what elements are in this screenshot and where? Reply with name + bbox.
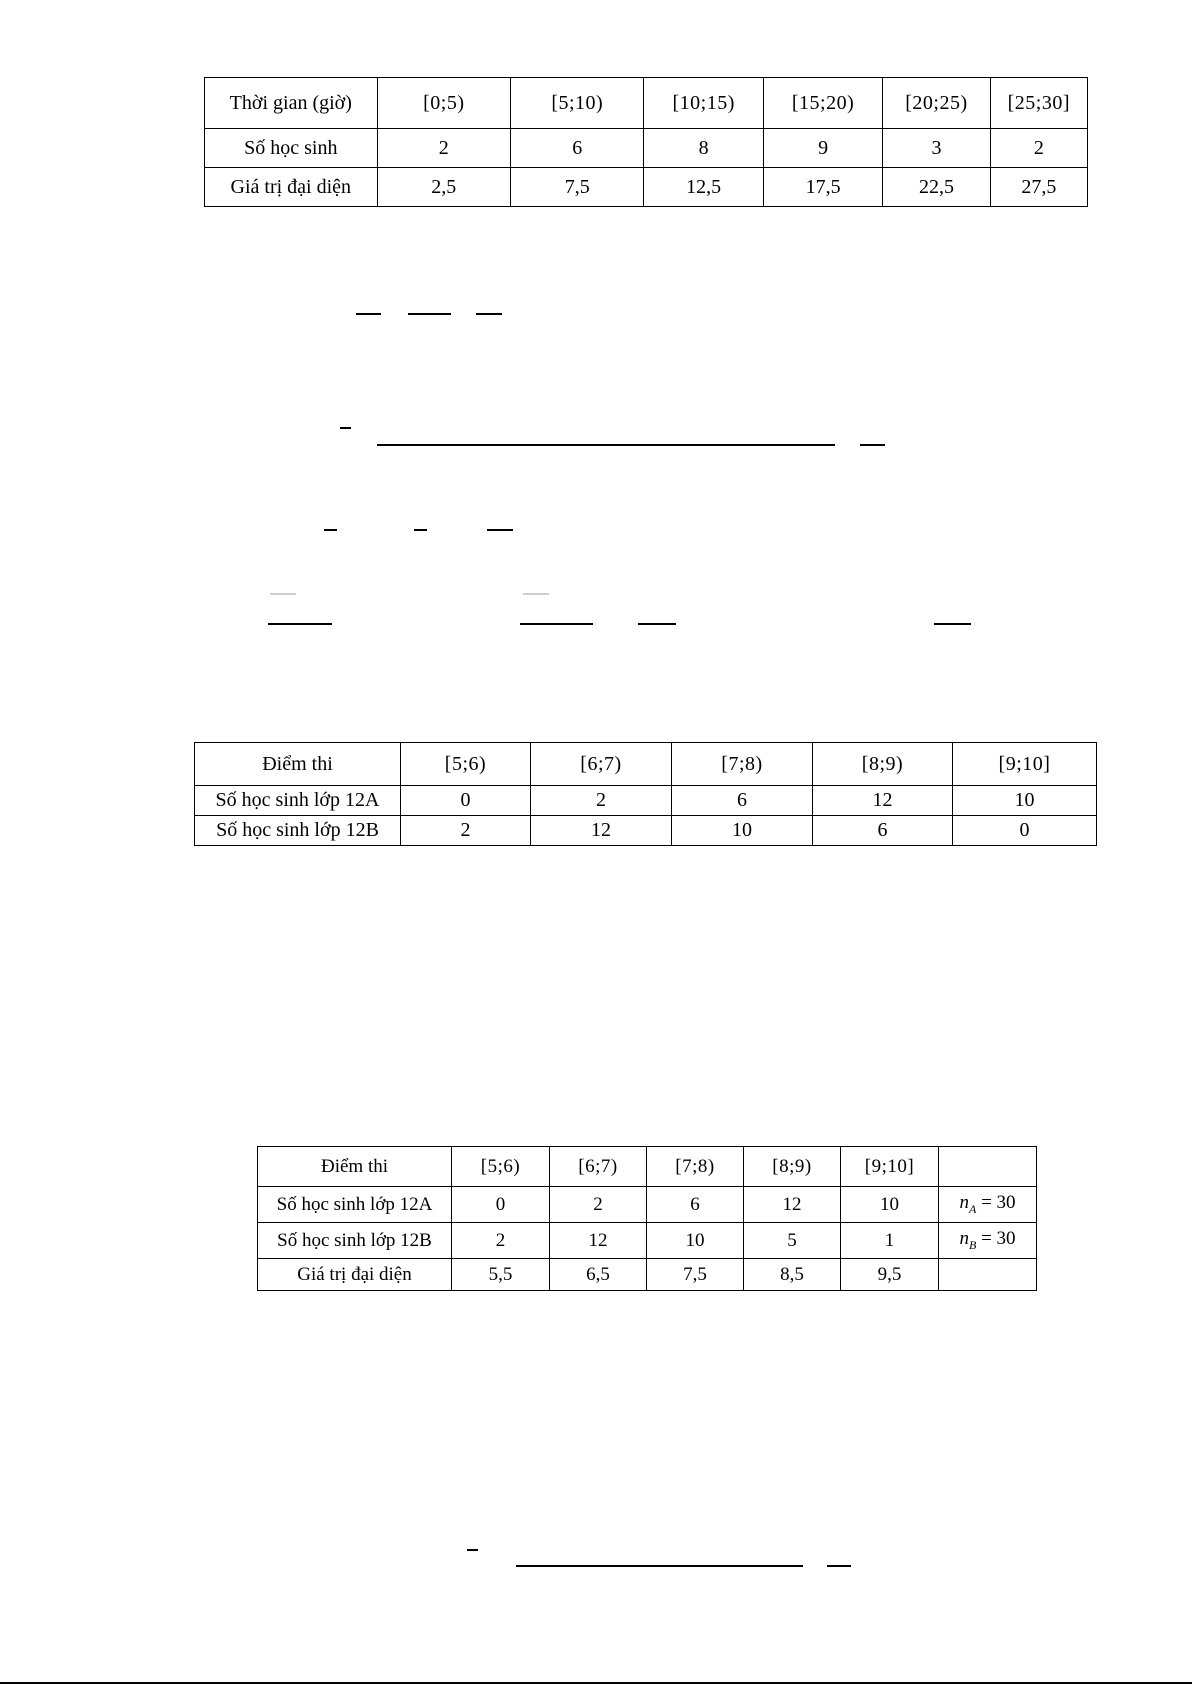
- fraction-bar: [638, 623, 676, 625]
- header-cell: Thời gian (giờ): [205, 78, 378, 129]
- table-header-row: [195, 743, 1097, 786]
- header-cell: [6;7): [531, 743, 672, 786]
- n-symbol: n: [959, 1228, 969, 1249]
- table-row: [258, 1223, 1037, 1259]
- header-cell: Điểm thi: [195, 743, 401, 786]
- table-cell: 12: [813, 786, 953, 816]
- table-cell: 9: [763, 129, 882, 168]
- header-cell: [15;20): [763, 78, 882, 129]
- table-row: [258, 1187, 1037, 1223]
- fraction-bar: [860, 444, 885, 446]
- fraction-bar: [476, 313, 502, 315]
- mean-bar: [324, 529, 337, 531]
- table-row: [258, 1259, 1037, 1291]
- table-header-row: [205, 78, 1088, 129]
- fraction-bar: [268, 623, 332, 625]
- fraction-bar: [934, 623, 971, 625]
- fraction-bar: [377, 444, 835, 446]
- table-cell: 2: [990, 129, 1087, 168]
- n-value: = 30: [981, 1228, 1016, 1249]
- row-label: Giá trị đại diện: [258, 1259, 452, 1291]
- table-cell: 12: [531, 816, 672, 846]
- header-cell: [7;8): [647, 1147, 744, 1187]
- table-cell: 10: [841, 1187, 939, 1223]
- fraction-bar: [827, 1565, 851, 1567]
- table-cell: 6: [511, 129, 644, 168]
- table-cell: 12,5: [644, 168, 763, 207]
- table-cell: 2: [377, 129, 510, 168]
- empty-cell: [939, 1259, 1037, 1291]
- table-row: [195, 786, 1097, 816]
- header-cell: [6;7): [550, 1147, 647, 1187]
- exam-score-table: [194, 742, 1097, 846]
- table-header-row: [258, 1147, 1037, 1187]
- mean-bar: [414, 529, 427, 531]
- header-cell: Điểm thi: [258, 1147, 452, 1187]
- table-row: [205, 168, 1088, 207]
- table-cell: 10: [953, 786, 1097, 816]
- table-cell: 0: [953, 816, 1097, 846]
- row-label: Giá trị đại diện: [205, 168, 378, 207]
- table-cell: 6: [813, 816, 953, 846]
- table-cell: 8,5: [744, 1259, 841, 1291]
- table-cell: 10: [672, 816, 813, 846]
- table-cell: 2: [401, 816, 531, 846]
- table-cell: 2: [531, 786, 672, 816]
- table-cell: 6,5: [550, 1259, 647, 1291]
- table-cell: 6: [672, 786, 813, 816]
- table-cell: 2: [452, 1223, 550, 1259]
- header-cell: [8;9): [744, 1147, 841, 1187]
- page-bottom-rule: [0, 1682, 1192, 1684]
- table-cell: 12: [744, 1187, 841, 1223]
- table-cell: 6: [647, 1187, 744, 1223]
- table-cell: 7,5: [647, 1259, 744, 1291]
- table-row: [205, 129, 1088, 168]
- header-cell: [0;5): [377, 78, 510, 129]
- header-cell: [5;6): [452, 1147, 550, 1187]
- table-cell: 1: [841, 1223, 939, 1259]
- sample-size-cell: [939, 1223, 1037, 1259]
- header-cell: [20;25): [883, 78, 990, 129]
- table-cell: 17,5: [763, 168, 882, 207]
- n-value: = 30: [981, 1192, 1016, 1213]
- fraction-bar: [516, 1565, 803, 1567]
- fraction-bar: [520, 623, 593, 625]
- table-cell: 5: [744, 1223, 841, 1259]
- table-cell: 8: [644, 129, 763, 168]
- header-cell: [8;9): [813, 743, 953, 786]
- table-cell: 22,5: [883, 168, 990, 207]
- table-cell: 9,5: [841, 1259, 939, 1291]
- table-cell: 27,5: [990, 168, 1087, 207]
- header-cell: [25;30]: [990, 78, 1087, 129]
- study-time-table: [204, 77, 1088, 207]
- n-subscript: B: [968, 1238, 977, 1252]
- table-cell: 3: [883, 129, 990, 168]
- row-label: Số học sinh lớp 12A: [258, 1187, 452, 1223]
- table-cell: 12: [550, 1223, 647, 1259]
- table-cell: 0: [401, 786, 531, 816]
- row-label: Số học sinh lớp 12A: [195, 786, 401, 816]
- mean-bar: [340, 427, 351, 429]
- table-cell: 2,5: [377, 168, 510, 207]
- header-cell: [10;15): [644, 78, 763, 129]
- header-cell: [5;10): [511, 78, 644, 129]
- fraction-bar: [270, 593, 296, 595]
- fraction-bar: [523, 593, 549, 595]
- row-label: Số học sinh lớp 12B: [258, 1223, 452, 1259]
- header-cell: [7;8): [672, 743, 813, 786]
- table-cell: 2: [550, 1187, 647, 1223]
- table-row: [195, 816, 1097, 846]
- fraction-bar: [356, 313, 381, 315]
- header-cell: [939, 1147, 1037, 1187]
- table-cell: 0: [452, 1187, 550, 1223]
- header-cell: [9;10]: [841, 1147, 939, 1187]
- header-cell: [9;10]: [953, 743, 1097, 786]
- table-cell: 5,5: [452, 1259, 550, 1291]
- n-symbol: n: [959, 1192, 969, 1213]
- fraction-bar: [408, 313, 451, 315]
- table-cell: 10: [647, 1223, 744, 1259]
- mean-bar: [467, 1549, 478, 1551]
- exam-score-summary-table: [257, 1146, 1037, 1291]
- row-label: Số học sinh: [205, 129, 378, 168]
- sample-size-cell: [939, 1187, 1037, 1223]
- n-subscript: A: [968, 1202, 977, 1216]
- header-cell: [5;6): [401, 743, 531, 786]
- table-cell: 7,5: [511, 168, 644, 207]
- row-label: Số học sinh lớp 12B: [195, 816, 401, 846]
- fraction-bar: [487, 529, 513, 531]
